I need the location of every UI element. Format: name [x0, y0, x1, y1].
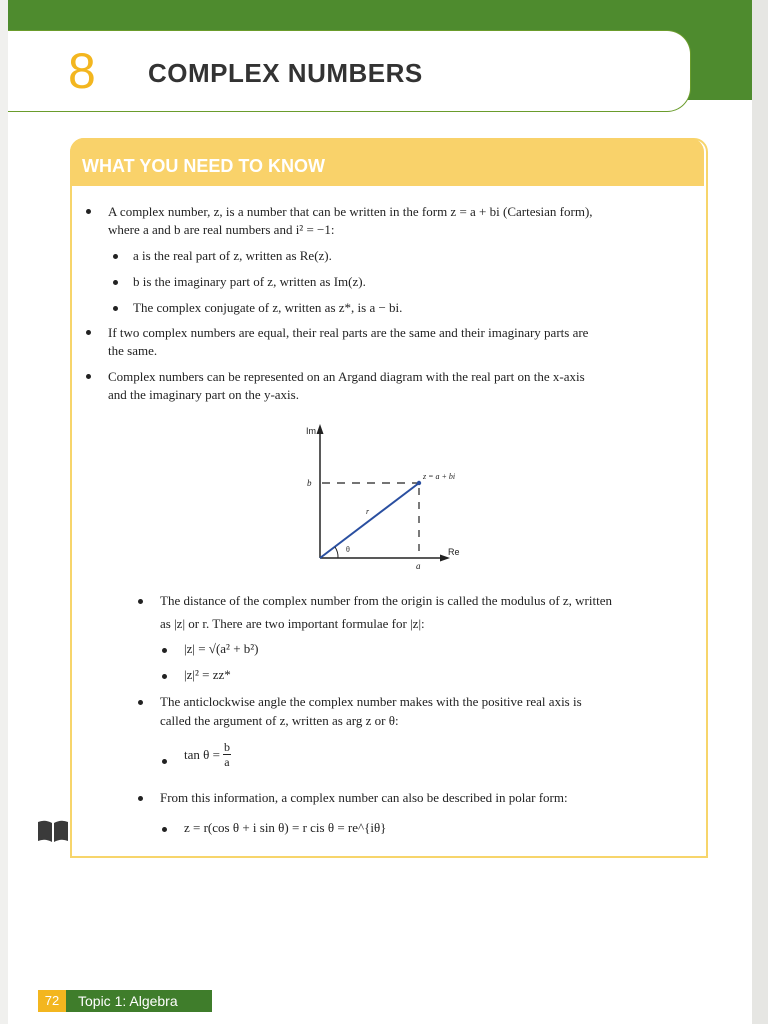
sub-bullet-dot — [113, 280, 118, 285]
topic-label: Topic 1: Algebra — [66, 990, 212, 1012]
chapter-number: 8 — [68, 43, 96, 99]
bullet-dot — [138, 796, 143, 801]
point-z — [417, 481, 421, 485]
argument-line-1: The anticlockwise angle the complex number makes with the positive real axis is — [160, 694, 582, 709]
imaginary-axis-arrow — [317, 424, 324, 434]
theta-label: θ — [346, 545, 350, 554]
page-right-edge — [752, 0, 768, 1024]
modulus-line-2: as |z| or r. There are two important formulae for |z|: — [160, 616, 425, 631]
bullet-dot — [86, 209, 91, 214]
tan-lhs: tan θ = — [184, 746, 220, 762]
bullet-1-sub-1: a is the real part of z, written as Re(z). — [133, 248, 332, 263]
bullet-1-sub-3: The complex conjugate of z, written as z*, is a − bi. — [133, 300, 403, 315]
section-title: WHAT YOU NEED TO KNOW — [82, 156, 325, 176]
argand-diagram — [300, 418, 480, 574]
chapter-title: COMPLEX NUMBERS — [148, 58, 423, 88]
im-label: Im — [306, 426, 316, 436]
r-label: r — [366, 507, 370, 516]
modulus-formula-2: |z|² = zz* — [184, 667, 231, 682]
bullet-2-line-2: the same. — [108, 343, 158, 358]
bullet-dot — [138, 599, 143, 604]
bullet-dot — [86, 330, 91, 335]
sub-bullet-dot — [113, 306, 118, 311]
tan-denominator: a — [224, 755, 230, 769]
bullet-3-line-1: Complex numbers can be represented on an Argand diagram with the real part on the x-axis — [108, 369, 585, 384]
bullet-1-sub-2: b is the imaginary part of z, written as Im(z). — [133, 274, 366, 289]
bullet-2-line-1: If two complex numbers are equal, their real parts are the same and their imaginary parts are — [108, 325, 589, 340]
b-label: b — [307, 478, 312, 488]
sub-bullet-dot — [162, 648, 167, 653]
page-left-edge — [0, 0, 8, 1024]
sub-bullet-dot — [162, 759, 167, 764]
modulus-line — [320, 483, 419, 558]
tan-formula — [184, 740, 231, 769]
bullet-dot — [138, 700, 143, 705]
modulus-formula-1: |z| = √(a² + b²) — [184, 641, 259, 656]
sub-bullet-dot — [162, 827, 167, 832]
modulus-line-1: The distance of the complex number from the origin is called the modulus of z, written — [160, 593, 612, 608]
bullet-3-line-2: and the imaginary part on the y-axis. — [108, 387, 299, 402]
re-label: Re — [448, 547, 460, 557]
sub-bullet-dot — [162, 674, 167, 679]
angle-arc — [335, 547, 338, 558]
bullet-1-line-2: where a and b are real numbers and i² = −1: — [108, 222, 335, 237]
bullet-dot — [86, 374, 91, 379]
bullet-1-line-1: A complex number, z, is a number that can be written in the form z = a + bi (Cartesian form), — [108, 204, 593, 219]
tan-numerator: b — [223, 740, 230, 754]
point-label: z = a + bi — [423, 472, 456, 481]
page-number: 72 — [38, 990, 66, 1012]
sub-bullet-dot — [113, 254, 118, 259]
a-label: a — [416, 561, 421, 571]
argument-line-2: called the argument of z, written as arg z or θ: — [160, 713, 399, 728]
polar-formula: z = r(cos θ + i sin θ) = r cis θ = re^{iθ} — [184, 820, 387, 835]
tan-fraction — [223, 740, 231, 769]
book-icon — [36, 818, 70, 844]
polar-line-1: From this information, a complex number can also be described in polar form: — [160, 790, 568, 805]
